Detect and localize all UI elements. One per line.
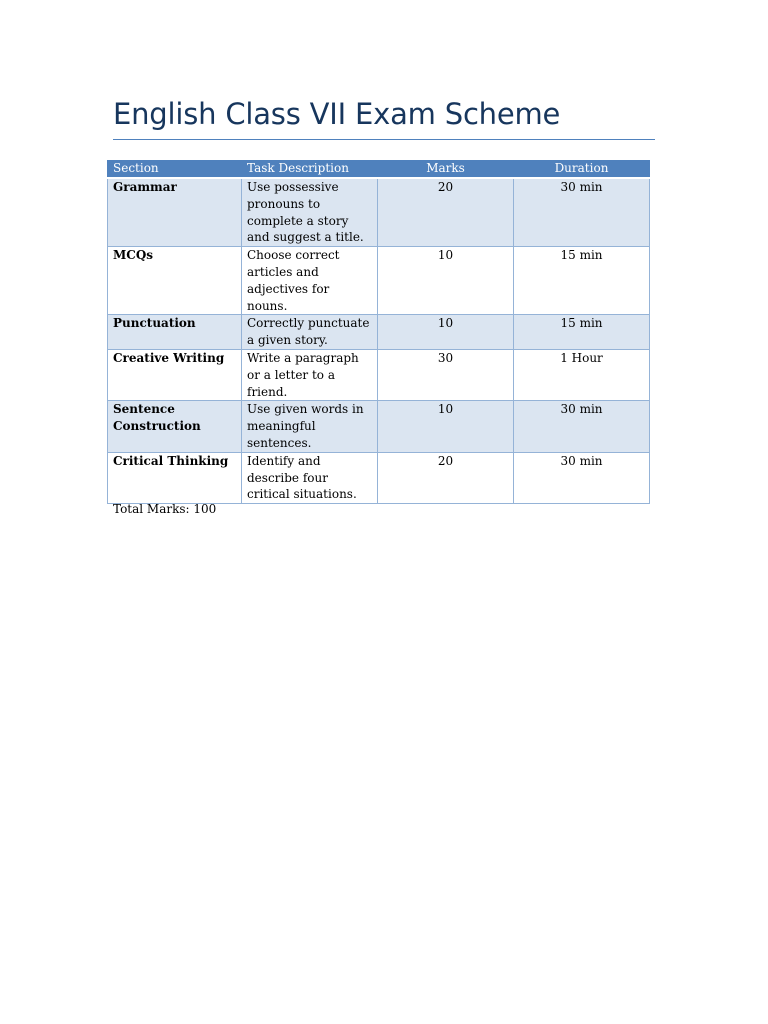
task-cell: Correctly punctuate a given story.: [242, 315, 378, 350]
header-duration: Duration: [514, 160, 650, 178]
exam-scheme-table: [107, 160, 650, 504]
section-cell: Creative Writing: [108, 349, 242, 400]
table-row: [108, 178, 650, 247]
marks-cell: 10: [378, 247, 514, 315]
task-cell: Write a paragraph or a letter to a friend.: [242, 349, 378, 400]
section-cell: MCQs: [108, 247, 242, 315]
section-cell: Punctuation: [108, 315, 242, 350]
table-row: [108, 401, 650, 452]
duration-cell: 1 Hour: [514, 349, 650, 400]
marks-cell: 10: [378, 401, 514, 452]
duration-cell: 30 min: [514, 178, 650, 247]
duration-cell: 30 min: [514, 452, 650, 503]
total-marks: Total Marks: 100: [113, 502, 217, 516]
section-cell: Sentence Construction: [108, 401, 242, 452]
header-section: Section: [108, 160, 242, 178]
task-cell: Use possessive pronouns to complete a story and suggest a title.: [242, 178, 378, 247]
marks-cell: 30: [378, 349, 514, 400]
table-row: [108, 247, 650, 315]
task-cell: Use given words in meaningful sentences.: [242, 401, 378, 452]
section-cell: Grammar: [108, 178, 242, 247]
table-row: [108, 452, 650, 503]
marks-cell: 20: [378, 178, 514, 247]
duration-cell: 15 min: [514, 247, 650, 315]
header-marks: Marks: [378, 160, 514, 178]
duration-cell: 30 min: [514, 401, 650, 452]
duration-cell: 15 min: [514, 315, 650, 350]
marks-cell: 10: [378, 315, 514, 350]
table-row: [108, 315, 650, 350]
section-cell: Critical Thinking: [108, 452, 242, 503]
title-underline: [113, 139, 655, 140]
marks-cell: 20: [378, 452, 514, 503]
task-cell: Choose correct articles and adjectives for nouns.: [242, 247, 378, 315]
header-task-description: Task Description: [242, 160, 378, 178]
document-title: English Class VII Exam Scheme: [113, 97, 561, 131]
task-cell: Identify and describe four critical situations.: [242, 452, 378, 503]
table-row: [108, 349, 650, 400]
table-header-row: [108, 160, 650, 178]
